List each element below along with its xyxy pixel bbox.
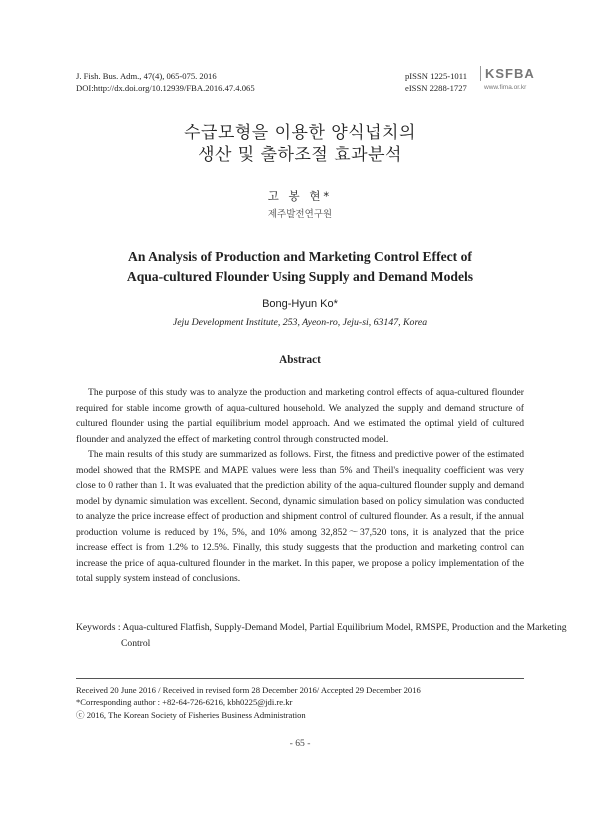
journal-reference: J. Fish. Bus. Adm., 47(4), 065-075. 2016 [76,71,217,81]
abstract-paragraph-2: The main results of this study are summarized as follows. First, the fitness and predictive power of the estimated model showed that the RMSPE and MAPE values were less than 5% and Theil's inequality coefficient was very close to 0 rather than 1. It was evaluated that the prediction ability of the aqua-cultured flounder supply and demand model by dynamic simulation was excellent. Second, dynamic simulation based on policy simulation was conducted to analyze the price increase effect of production and shipment control of cultured flounder. As a result, if the annual production volume is reduced by 1%, 5%, and 10% among 32,852～37,520 tons, it is analyzed that the price increase effect is from 1.2% to 12.5%. Finally, this study suggests that the production and marketing control can increase the price of aqua-cultured flounder in the market. In this paper, we propose a policy implementation of the total supply system instead of conclusions. [76,449,524,584]
english-title [0,247,600,287]
abstract-paragraph-1: The purpose of this study was to analyze the production and marketing control effects of aqua-cultured flounder required for stable income growth of aqua-cultured household. We analyzed the supply and demand structure of cultured flounder using the partial equilibrium model approach. And we estimated the optimal yield of cultured flounder and analyzed the effect of marketing control through constructed model. [76,387,524,445]
journal-citation [76,70,255,94]
logo-url: www.fima.or.kr [484,84,527,91]
english-institution: Jeju Development Institute, 253, Ayeon-ro, Jeju-si, 63147, Korea [172,317,428,328]
pissn: pISSN 1225-1011 [405,71,467,81]
ksfba-logo: KSFBA [480,66,535,81]
footnote-divider [76,678,524,679]
korean-institution: 제주발전연구원 [267,209,333,220]
issn-block [405,70,467,94]
abstract-heading: Abstract [279,354,321,366]
korean-title-line1: 수급모형을 이용한 양식넙치의 [184,123,416,143]
korean-title [0,122,600,166]
eissn: eISSN 2288-1727 [405,83,467,93]
english-title-line2: Aqua-cultured Flounder Using Supply and Demand Models [126,269,474,284]
korean-title-line2: 생산 및 출하조절 효과분석 [198,145,402,165]
corresponding-author: *Corresponding author : +82-64-726-6216, kbh0225@jdi.re.kr [76,697,293,708]
korean-author: 고 봉 현* [267,189,333,203]
footnotes [76,684,421,721]
english-title-line1: An Analysis of Production and Marketing Control Effect of [128,249,472,264]
doi-link[interactable]: DOI:http://dx.doi.org/10.12939/FBA.2016.47.4.065 [76,83,255,93]
keywords: Keywords : Aqua-cultured Flatfish, Supply-Demand Model, Partial Equilibrium Model, RMSPE, Production and the Marketing Control [76,622,567,649]
received-dates: Received 20 June 2016 / Received in revised form 28 December 2016/ Accepted 29 December 2016 [76,685,421,695]
copyright-notice: ⓒ 2016, The Korean Society of Fisheries Business Administration [76,709,306,720]
page-number: - 65 - [289,738,311,749]
abstract-body [76,385,524,587]
english-author: Bong-Hyun Ko* [262,298,338,310]
